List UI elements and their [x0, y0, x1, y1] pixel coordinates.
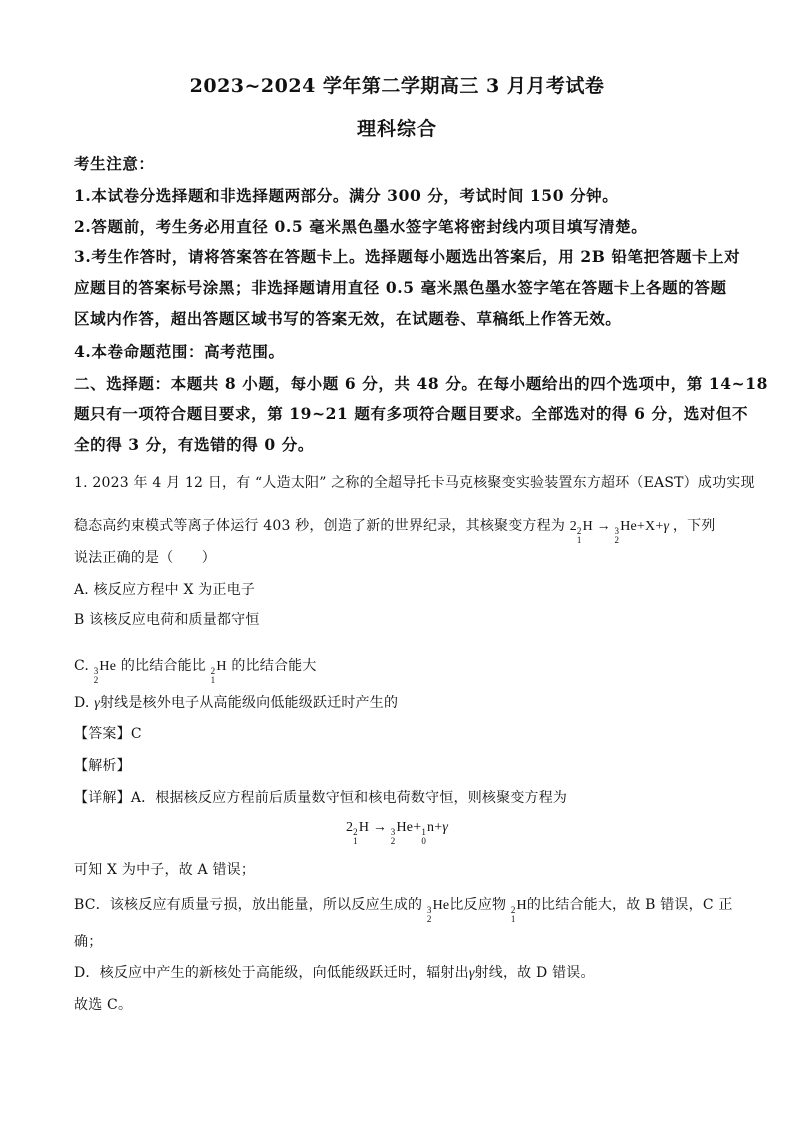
section-instruction: 全的得 3 分，有选错的得 0 分。 [74, 435, 314, 454]
notice-item: 区域内作答，超出答题区域书写的答案无效，在试题卷、草稿纸上作答无效。 [74, 309, 622, 328]
section-instruction: 二、选择题：本题共 8 小题，每小题 6 分，共 48 分。在每小题给出的四个选项中，第 14~18 [74, 374, 769, 393]
fusion-equation: 2 2 1 H → 3 2 He+X+γ [569, 519, 670, 545]
option-d: D. γ射线是核外电子从高能级向低能级跃迁时产生的 [74, 695, 399, 711]
solution-equation: 2 2 1 H → 3 2 He+ 1 0 n+γ [345, 820, 449, 846]
section-instruction: 题只有一项符合题目要求，第 19~21 题有多项符合题目要求。全部选对的得 6 分，选对但不 [74, 404, 749, 423]
notice-item: 1.本试卷分选择题和非选择题两部分。满分 300 分，考试时间 150 分钟。 [74, 186, 619, 205]
question-stem: 1. 2023 年 4 月 12 日，有 “人造太阳” 之称的全超导托卡马克核聚变实验装置东方超环（EAST）成功实现 [74, 475, 755, 491]
detail-a: 【详解】A．根据核反应方程前后质量数守恒和核电荷数守恒，则核聚变方程为 [74, 790, 568, 806]
final-choice: 故选 C。 [74, 997, 133, 1013]
notice-heading: 考生注意： [74, 154, 155, 173]
notice-item: 应题目的答案标号涂黑；非选择题请用直径 0.5 毫米黑色墨水签字笔在答题卡上各题的答题 [74, 278, 727, 297]
option-b: B 该核反应电荷和质量都守恒 [74, 612, 260, 628]
option-c: C. 3 2 He 的比结合能比 2 1 H 的比结合能大 [74, 658, 317, 685]
analysis-label: 【解析】 [74, 758, 131, 774]
question-stem-line3: 说法正确的是（ ） [74, 550, 216, 566]
option-a: A. 核反应方程中 X 为正电子 [74, 582, 256, 598]
detail-bc-end: 确； [74, 934, 103, 950]
page-subtitle: 理科综合 [356, 118, 437, 140]
notice-item: 4.本卷命题范围：高考范围。 [74, 342, 285, 361]
question-stem-line2: 稳态高约束模式等离子体运行 403 秒，创造了新的世界纪录，其核聚变方程为 2 2 1 H → 3 2 He+X+γ ，下列 [74, 518, 716, 545]
detail-d: D．核反应中产生的新核处于高能级，向低能级跃迁时，辐射出γ射线，故 D 错误。 [74, 965, 595, 981]
answer-line: 【答案】C [74, 726, 142, 742]
page-title: 2023~2024 学年第二学期高三 3 月月考试卷 [189, 75, 605, 97]
detail-bc: BC．该核反应有质量亏损，放出能量，所以反应生成的 3 2 He比反应物 2 1 H的比结合能大，故 B 错误，C 正 [74, 897, 733, 924]
notice-item: 3.考生作答时，请将答案答在答题卡上。选择题每小题选出答案后，用 2B 铅笔把答题卡上对 [74, 247, 741, 266]
notice-item: 2.答题前，考生务必用直径 0.5 毫米黑色墨水签字笔将密封线内项目填写清楚。 [74, 217, 648, 236]
conclusion-a: 可知 X 为中子，故 A 错误； [74, 862, 256, 878]
